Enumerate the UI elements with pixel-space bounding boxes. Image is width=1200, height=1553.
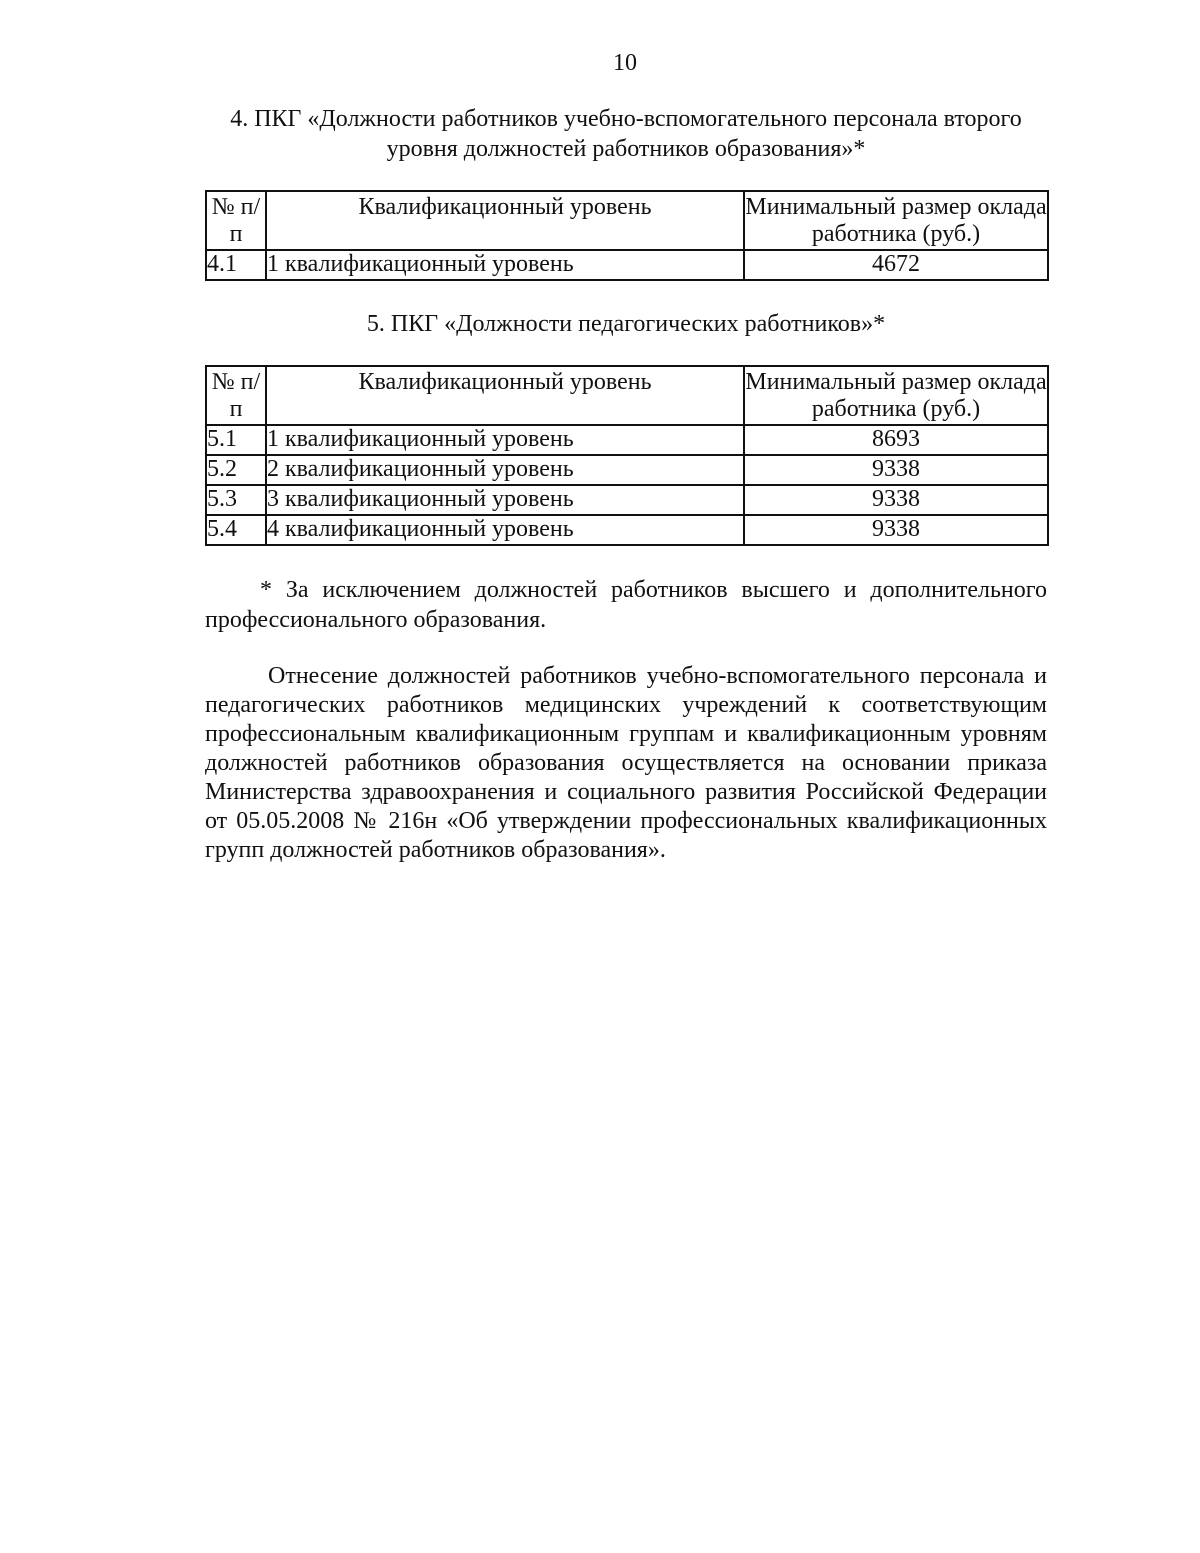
header-salary: Минимальный размер оклада работника (руб.) [744, 191, 1048, 250]
header-level: Квалификационный уровень [266, 191, 744, 250]
table-header-row [206, 191, 1048, 250]
row-level: 3 квалификационный уровень [266, 485, 744, 515]
header-salary: Минимальный размер оклада работника (руб.) [744, 366, 1048, 425]
row-level: 1 квалификационный уровень [266, 250, 744, 280]
row-salary: 9338 [744, 515, 1048, 545]
row-salary: 8693 [744, 425, 1048, 455]
row-salary: 9338 [744, 455, 1048, 485]
row-salary: 9338 [744, 485, 1048, 515]
body-paragraph: Отнесение должностей работников учебно-вспомогательного персонала и педагогических работников медицинских учреждений к соответствующим профессиональным квалификационным группам и квалификационным уровням должностей работников образования осуществляется на основании приказа Министерства здравоохранения и социального развития Российской Федерации от 05.05.2008 № 216н «Об утверждении профессиональных квалификационных групп должностей работников образования». [205, 663, 1047, 863]
header-number: № п/п [206, 366, 266, 425]
footnote: * За исключением должностей работников высшего и дополнительного профессионального образования. [205, 577, 1047, 633]
row-number: 5.2 [206, 455, 266, 485]
row-number: 4.1 [206, 250, 266, 280]
table-row [206, 485, 1048, 515]
header-level: Квалификационный уровень [266, 366, 744, 425]
page-number: 10 [613, 50, 637, 76]
table-row [206, 425, 1048, 455]
section-5-title: 5. ПКГ «Должности педагогических работников»* [366, 311, 886, 337]
row-salary: 4672 [744, 250, 1048, 280]
row-number: 5.4 [206, 515, 266, 545]
table-row [206, 250, 1048, 280]
table-row [206, 515, 1048, 545]
row-number: 5.3 [206, 485, 266, 515]
section-5-table [205, 365, 1049, 546]
section-4-title: 4. ПКГ «Должности работников учебно-вспомогательного персонала второго уровня должностей работников образования»* [230, 106, 1022, 162]
row-level: 2 квалификационный уровень [266, 455, 744, 485]
section-4-table [205, 190, 1049, 281]
row-level: 1 квалификационный уровень [266, 425, 744, 455]
header-number: № п/п [206, 191, 266, 250]
table-header-row [206, 366, 1048, 425]
row-number: 5.1 [206, 425, 266, 455]
row-level: 4 квалификационный уровень [266, 515, 744, 545]
table-row [206, 455, 1048, 485]
